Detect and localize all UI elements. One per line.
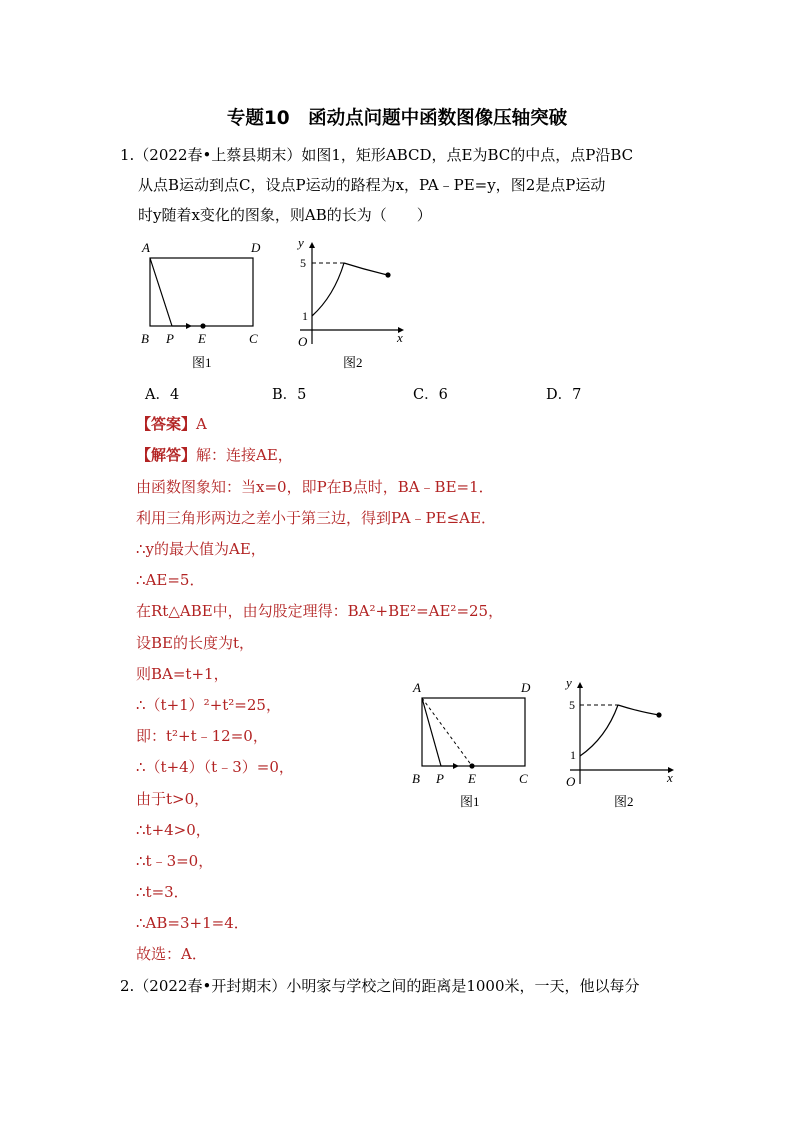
solution-line-2: 由函数图象知：当x=0，即P在B点时，BA﹣BE=1．: [136, 478, 494, 496]
sol-label-x: x: [667, 770, 673, 785]
tick-5: 5: [300, 256, 306, 270]
solution-line-9: ∴（t+1）²+t²=25，: [136, 696, 281, 714]
sol-label-d: D: [521, 680, 531, 695]
figure2: [296, 235, 404, 370]
solution-line-7: 设BE的长度为t，: [136, 634, 255, 652]
sol-label-p: P: [436, 771, 444, 786]
problem1-figures: [130, 232, 420, 372]
figure2-caption: 图2: [343, 355, 363, 370]
solution-line-4: ∴y的最大值为AE，: [136, 540, 266, 558]
label-o: O: [298, 334, 308, 349]
solution-line-11: ∴（t+4）（t﹣3）=0，: [136, 758, 294, 776]
solution-line-8: 则BA=t+1，: [136, 665, 229, 683]
choice-c: C．6: [413, 387, 448, 403]
solution-line-3: 利用三角形两边之差小于第三边，得到PA﹣PE≤AE．: [136, 509, 496, 527]
solution-figure2: [564, 675, 674, 809]
solution-figure1-caption: 图1: [460, 794, 480, 809]
solution-line-12: 由于t>0，: [136, 790, 210, 808]
solution-line-13: ∴t+4>0，: [136, 821, 211, 839]
choice-d: D．7: [546, 387, 582, 403]
choice-a: A．4: [145, 387, 180, 403]
label-x: x: [397, 330, 403, 345]
solution-line-10: 即：t²+t﹣12=0，: [136, 727, 268, 745]
label-c: C: [249, 331, 258, 346]
label-b: B: [141, 331, 149, 346]
solution-text-1: 解：连接AE，: [196, 446, 293, 464]
sol-label-e: E: [468, 771, 476, 786]
figure1: [141, 240, 261, 370]
answer-line: [136, 414, 207, 434]
page-title: 专题10 函动点问题中函数图像压轴突破: [226, 108, 568, 129]
sol-label-c: C: [519, 771, 528, 786]
solution-line-15: ∴t=3．: [136, 883, 189, 901]
solution-line-6: 在Rt△ABE中，由勾股定理得：BA²+BE²=AE²=25，: [136, 602, 504, 620]
tick-1: 1: [302, 309, 308, 323]
sol-label-b: B: [412, 771, 420, 786]
solution-figure2-caption: 图2: [614, 794, 634, 809]
label-p: P: [166, 331, 174, 346]
solution-figures: [400, 672, 690, 814]
sol-tick-1: 1: [570, 748, 576, 762]
solution-line-5: ∴AE=5．: [136, 571, 205, 589]
sol-label-y: y: [566, 675, 572, 690]
solution-line-17: 故选：A．: [136, 945, 207, 963]
solution-line-1: [136, 445, 293, 465]
figure1-caption: 图1: [192, 355, 212, 370]
label-e: E: [198, 331, 206, 346]
sol-label-o: O: [566, 774, 576, 789]
problem1-line2: 从点B运动到点C，设点P运动的路程为x，PA﹣PE=y，图2是点P运动: [138, 176, 606, 194]
solution-line-14: ∴t﹣3=0，: [136, 852, 214, 870]
choice-b: B．5: [272, 387, 307, 403]
problem1-line1: 1.（2022春•上蔡县期末）如图1，矩形ABCD，点E为BC的中点，点P沿BC: [120, 146, 634, 164]
answer-tag: 【答案】: [136, 415, 197, 433]
sol-label-a: A: [413, 680, 421, 695]
solution-tag: 【解答】: [136, 446, 197, 464]
problem1-line3: 时y随着x变化的图象，则AB的长为（ ）: [138, 206, 432, 224]
solution-figure1: [412, 680, 531, 809]
label-a: A: [142, 240, 150, 255]
solution-line-16: ∴AB=3+1=4．: [136, 914, 249, 932]
label-d: D: [251, 240, 261, 255]
problem2-line1: 2.（2022春•开封期末）小明家与学校之间的距离是1000米，一天，他以每分: [120, 977, 640, 995]
answer-value: A: [196, 415, 207, 433]
label-y: y: [298, 235, 304, 250]
sol-tick-5: 5: [569, 698, 575, 712]
